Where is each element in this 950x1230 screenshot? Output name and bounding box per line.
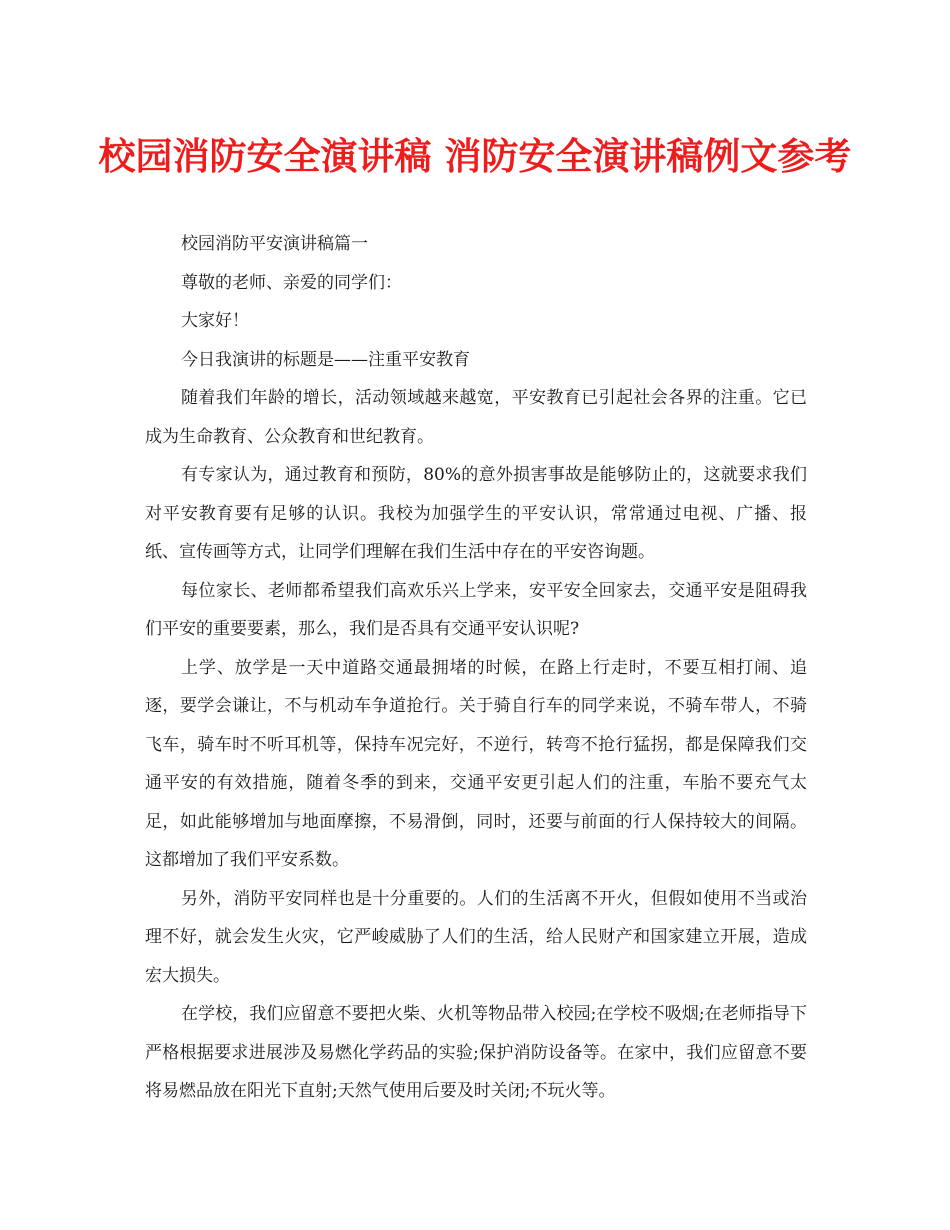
paragraph: 上学、放学是一天中道路交通最拥堵的时候，在路上行走时，不要互相打闹、追逐，要学会谦让，不与机动车争道抢行。关于骑自行车的同学来说，不骑车带人，不骑飞车，骑车时不听耳机等，保持车况完好，不逆行，转弯不抢行猛拐，都是保障我们交通平安的有效措施，随着冬季的到来，交通平安更引起人们的注重，车胎不要充气太足，如此能够增加与地面摩擦，不易滑倒，同时，还要与前面的行人保持较大的间隔。这都增加了我们平安系数。 <box>145 657 807 870</box>
paragraph: 在学校，我们应留意不要把火柴、火机等物品带入校园;在学校不吸烟;在老师指导下严格根据要求进展涉及易燃化学药品的实验;保护消防设备等。在家中，我们应留意不要将易燃品放在阳光下直射;天然气使用后要及时关闭;不玩火等。 <box>145 1004 807 1101</box>
paragraph: 另外，消防平安同样也是十分重要的。人们的生活离不开火，但假如使用不当或治理不好，就会发生火灾，它严峻威胁了人们的生活，给人民财产和国家建立开展，造成宏大损失。 <box>145 888 807 986</box>
paragraph: 每位家长、老师都希望我们高欢乐兴上学来，安平安全回家去，交通平安是阻碍我们平安的重要要素，那么，我们是否具有交通平安认识呢? <box>145 580 807 639</box>
page-title: 校园消防安全演讲稿 消防安全演讲稿例文参考 <box>98 135 852 178</box>
paragraph: 有专家认为，通过教育和预防，80%的意外损害事故是能够防止的，这就要求我们对平安教育要有足够的认识。我校为加强学生的平安认识，常常通过电视、广播、报纸、宣传画等方式，让同学们理解在我们生活中存在的平安咨询题。 <box>145 465 807 562</box>
paragraph: 校园消防平安演讲稿篇一 <box>181 234 368 254</box>
paragraph: 大家好！ <box>181 311 249 331</box>
paragraph: 随着我们年龄的增长，活动领域越来越宽，平安教育已引起社会各界的注重。它已成为生命教育、公众教育和世纪教育。 <box>145 388 807 447</box>
paragraph: 尊敬的老师、亲爱的同学们： <box>181 272 402 293</box>
paragraph: 今日我演讲的标题是——注重平安教育 <box>181 349 470 370</box>
document-body <box>145 225 807 1111</box>
